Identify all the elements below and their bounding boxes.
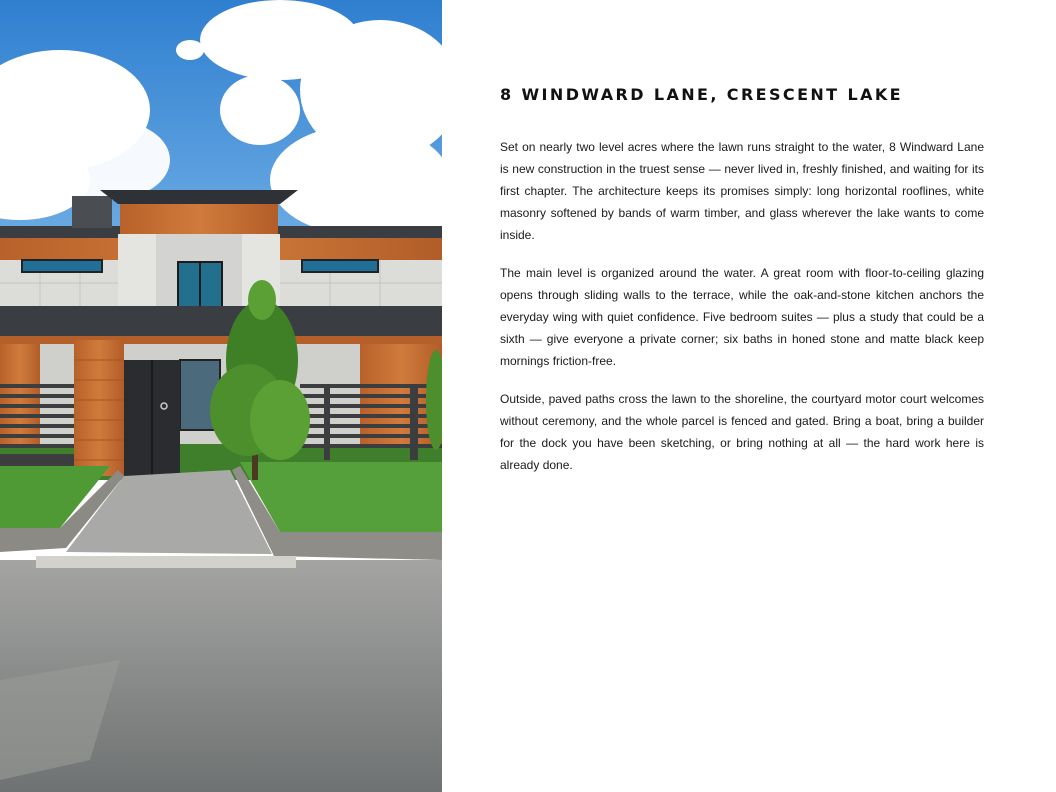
- description-paragraph: The main level is organized around the water. A great room with floor-to-ceiling glazing opens through sliding walls to the terrace, while the oak-and-stone kitchen anchors the everyday wing with quiet confidence. Five bedroom suites — plus a study that could be a sixth — give everyone a private corner; six baths in honed stone and matte black keep mornings friction-free.: [500, 266, 984, 368]
- property-title: 8 WINDWARD LANE, CRESCENT LAKE: [500, 85, 903, 104]
- chimney: [72, 196, 112, 228]
- property-description: [500, 136, 984, 476]
- tower-roof: [100, 190, 298, 204]
- upper-window-right: [302, 260, 378, 272]
- lower-fascia: [0, 336, 442, 344]
- tower-timber: [120, 204, 278, 234]
- curb-strip: [36, 556, 296, 568]
- description-paragraph: Outside, paved paths cross the lawn to the shoreline, the courtyard motor court welcomes without ceremony, and the whole parcel is fenced and gated. Bring a boat, bring a builder for the dock you have been sketching, or bring nothing at all — the hard work here is already done.: [500, 392, 984, 472]
- house-photo: [0, 0, 442, 792]
- house-illustration: [0, 0, 442, 792]
- upper-window-left: [22, 260, 102, 272]
- text-panel: [500, 84, 984, 492]
- lower-roof: [0, 306, 442, 336]
- description-paragraph: Set on nearly two level acres where the lawn runs straight to the water, 8 Windward Lane is new construction in the truest sense — never lived in, freshly finished, and waiting for its first chapter. The architecture keeps its promises simply: long horizontal rooflines, white masonry softened by bands of warm timber, and glass wherever the lake wants to come inside.: [500, 140, 984, 242]
